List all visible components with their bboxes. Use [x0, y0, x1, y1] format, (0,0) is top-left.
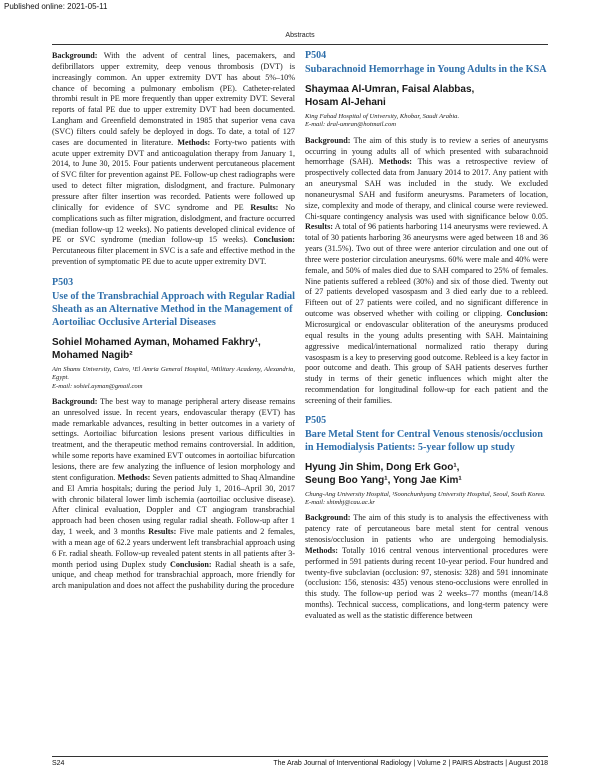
- body-p504: Background: The aim of this study is to review a series of aneurysms occurring in young adults all of which presented with subarachnoid hemorrhage (SAH). Methods: This was a retrospective review of prospectively collected data from January 2014 to 2017. Any patient with an aneurysmal SAH was included in the study. We excluded nonaneurysmal SAH and fusiform aneurysms. Parameters of location, size, complexity and mode of therapy, and clinical course were reviewed. Chi-square contingency analysis was used with significance below 0.05. Results: A total of 96 patients harboring 114 aneurysms were reviewed. A total of 30 patients harboring 36 aneurysms were aged between 18 and 36 years (31.5%). Two out of three were anterior circulation and one out of three were posterior circulation aneurysms. 60% were male and 40% were female, and 50% of males died due to SAH compared to 25% of females. Nine patients suffered a rebleed (30%) and six of those died. Twenty out of 27 patients developed vasospasm and 3 died early due to a rebleed. Fifteen out of 27 patients were coiled, and no significant difference in outcome was observed whether with coiling or clipping. Conclusion: Microsurgical or endovascular obliteration of the aneurysms produced equal results in the young adults presenting with SAH. Maintaining aggressive medical/international normalized ratio therapy during vasospasm is a key to preserving good outcome. Rebleed is a key factor in poor outcome and death. This group of SAH patients deserves further study in terms of their genetic influences which might alter the recommendation for longitudinal follow-up for each patient and the screening of their families.: [305, 135, 549, 405]
- abstract-title-p503: Use of the Transbrachial Approach with Regular Radial Sheath as an Alternative Method in the Management of Aortoiliac Occlusive Arterial Diseases: [52, 290, 295, 328]
- email-p503[interactable]: E-mail: sohiel.ayman@gmail.com: [52, 382, 143, 390]
- authors-p503: Sohiel Mohamed Ayman, Mohamed Fakhry¹, Mohamed Nagib²: [52, 336, 261, 361]
- authors-p505: Hyung Jin Shim, Dong Erk Goo¹, Seung Boo Yang¹, Yong Jae Kim¹: [305, 461, 462, 486]
- body-p505: Background: The aim of this study is to analysis the effectiveness with patency rate of percutaneous bare metal stent for central venous stenosis/occlusion in patients who are undergoing hemodialysis. Methods: Totally 1016 central venous interventional procedures were performed in 591 patients during recent 10-year period. Four hundred and twenty-five subclavian (occlusion: 97, stenosis: 328) and 591 innominate (occlusion: 156, stenosis: 435) venous steno-occlusions were enrolled in this study. The follow-up period was 2 weeks–77 months (mean/14.8 months). Technical success, complications, and long-term patency were evaluated as well as the statistic difference between: [305, 513, 548, 620]
- authors-p504: Shaymaa Al-Umran, Faisal Alabbas, Hosam Al-Jehani: [305, 83, 475, 108]
- methods-text: Forty-two patients with acute upper extremity DVT and anticoagulation therapy from January 1, 2014, to June 30, 2015. Four patients underwent percutaneous placement of SVC filter for prevention against PE. Follow-up chest radiographs were used to detect filter migration, dislodgment, and fracture. Pulmonary pressure after filter insertion was recorded. Patients were followed up clinically for evidence of SVC syndrome and PE: [52, 137, 295, 212]
- body-p503: Background: The best way to manage peripheral artery disease remains an unresolved issue. In recent years, endovascular therapy (EVT) has made remarkable advances, resulting in better outcomes in a variety of settings. Aortoiliac bifurcation lesions present various difficulties in treatment, and the therapeutic method remains controversial. In addition, while some reports have examined EVT outcomes in aortoiliac bifurcation lesions, there are few analyzing the influence of lesion morphology and stent configuration. Methods: Seven patients admitted to Shaq Almandine and El Amria hospitals; during the period July 1, 2016–April 30, 2017 with chronic bilateral lower limb ischemia (aortoiliac occlusive disease). After clinical evaluation, Doppler and CT angiogram transbrachial approach had been chosen using regular radial sheath. Follow-up after 1 day, 1 week, and 3 months Results: Five male patients and 2 females, with a mean age of 62.2 years underwent left transbrachial approach using 6 Fr. radial sheath. Follow-up revealed patent stents in all patients after 3-month period using Duplex study Conclusion: Radial sheath is a safe, unique, and cheap method for transbrachial approach, more friendly for arch manipulation and does not affect the pushability during the procedure: [52, 396, 296, 591]
- results-label: Results:: [250, 202, 279, 212]
- affiliation-p503: Ain Shams University, Cairo, ¹El Amria General Hospital, ²Military Academy, Alexandria, Egypt.: [52, 365, 295, 382]
- affiliation-p505: Chung-Ang University Hospital, ¹Soonchunhyang University Hospital, Seoul, South Korea.: [305, 490, 546, 498]
- left-column: [52, 51, 295, 592]
- abstract-title-p504: Subarachnoid Hemorrhage in Young Adults in the KSA: [305, 63, 547, 75]
- email-p505[interactable]: E-mail: shimhj@cau.ac.kr: [305, 499, 375, 506]
- abstract-id-p504: P504: [305, 50, 327, 61]
- conclusion-text: Percutaneous filter placement in SVC is a safe and effective method in the prevention of symptomatic PE due to acute upper extremity DVT.: [52, 246, 295, 267]
- email-p504[interactable]: E-mail: dral-umran@hotmail.com: [305, 121, 397, 129]
- header-rule: [52, 44, 548, 45]
- background-label: Background:: [52, 51, 98, 60]
- abstract-id-p505: P505: [305, 414, 327, 426]
- results-text: No complications such as filter migration, dislodgment, and fracture occurred (median follow-up 12 weeks). No patients developed clinical evidence of PE or SVC syndrome (median follow-up 15 weeks).: [52, 202, 295, 245]
- publication-date: Published online: 2021-05-11: [4, 2, 108, 11]
- right-column: [305, 51, 548, 622]
- journal-info: The Arab Journal of Interventional Radiology | Volume 2 | PAIRS Abstracts | August 2018: [273, 760, 548, 767]
- continued-abstract: [52, 51, 295, 268]
- conclusion-label: Conclusion:: [253, 235, 295, 245]
- page-number: S24: [52, 760, 65, 767]
- affiliation-p504: King Fahad Hospital of University, Khobar, Saudi Arabia.: [305, 112, 460, 120]
- running-head: Abstracts: [285, 32, 315, 39]
- methods-label: Methods:: [177, 137, 211, 147]
- footer-rule: [52, 756, 548, 757]
- background-text: With the advent of central lines, pacemakers, and defibrillators upper extremity, deep venous thrombosis (DVT) is increasingly common. An upper extremity DVT has about 5%–10% chance of becoming a pulmonary embolism (PE). Catheter-related thrombi result in PE more frequently than upper extremity DVT. Several reports of fatal PE due to upper extremity DVT had been documented. Langham and Greenfield demonstrated in 1985 that superior vena cava (SVC) filters could safely be deployed in dogs. To date, a total of 127 cases are documented in literature.: [52, 51, 295, 147]
- abstract-id-p503: P503: [52, 276, 74, 288]
- abstract-title-p505: Bare Metal Stent for Central Venous stenosis/occlusion in Hemodialysis Patients: 5-year follow up study: [305, 428, 543, 453]
